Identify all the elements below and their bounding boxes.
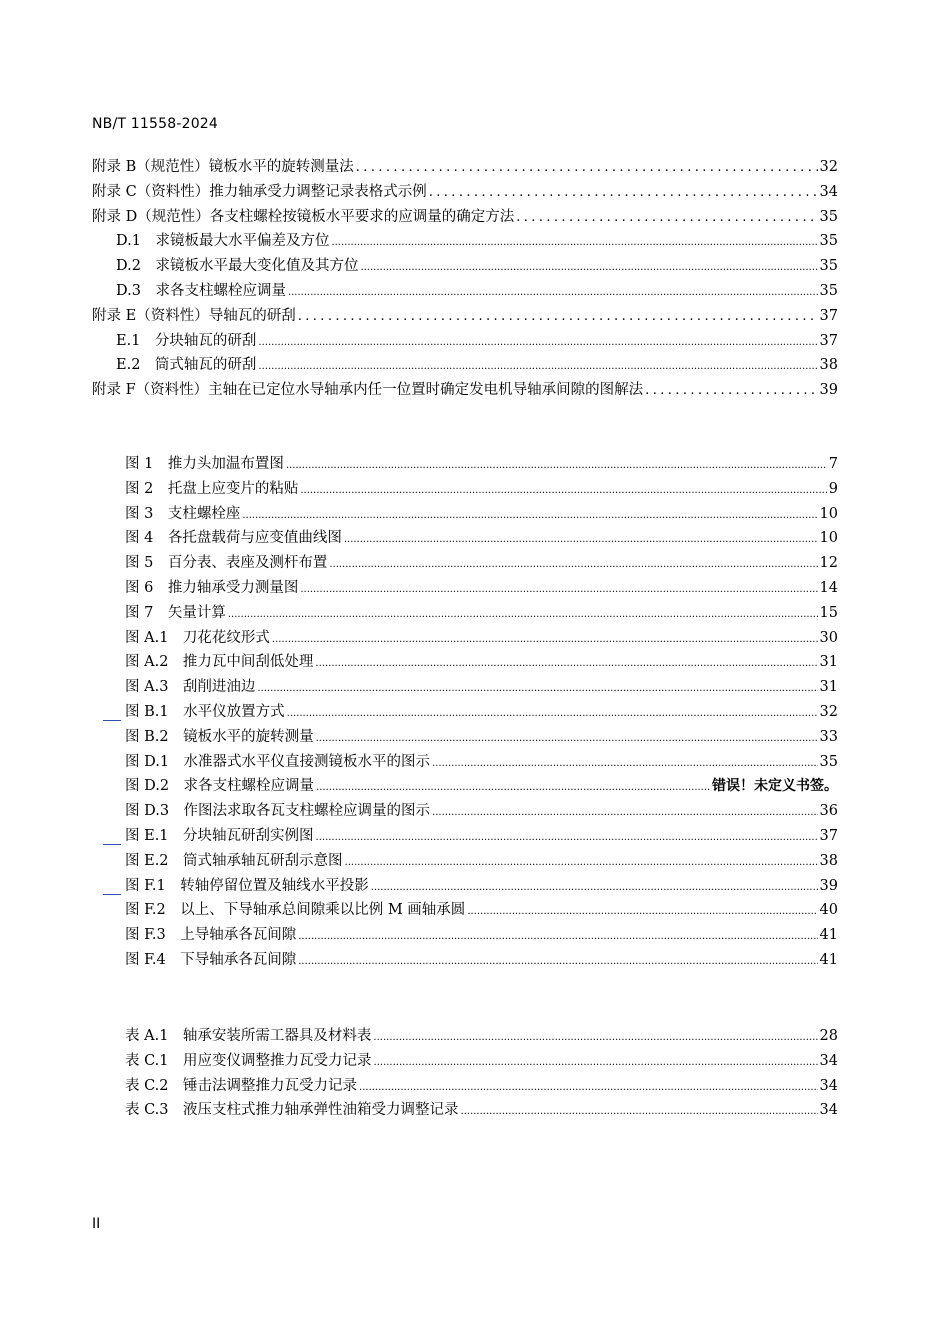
dot-leader bbox=[344, 530, 818, 546]
table-entry[interactable] bbox=[125, 1049, 838, 1074]
table-entry-page: 34 bbox=[819, 1052, 838, 1069]
figure-entry[interactable] bbox=[125, 477, 838, 502]
figure-entry-page: 14 bbox=[819, 580, 838, 596]
figure-entry-label: 图 B.2 镜板水平的旋转测量 bbox=[125, 728, 314, 745]
figure-entry-label: 图 2 托盘上应变片的粘贴 bbox=[125, 480, 299, 497]
figure-entry[interactable] bbox=[125, 750, 838, 775]
figure-entry-page: 15 bbox=[819, 604, 838, 621]
figure-entry-label: 图 F.3 上导轴承各瓦间隙 bbox=[125, 927, 297, 944]
dot-leader bbox=[288, 283, 818, 299]
figure-entry-page: 9 bbox=[828, 480, 838, 497]
figure-entry[interactable] bbox=[125, 675, 838, 700]
figure-entry-page: 31 bbox=[819, 654, 838, 671]
figure-entry-label: 图 A.1 刀花花纹形式 bbox=[125, 629, 270, 646]
appendix-entry[interactable] bbox=[92, 180, 838, 205]
dot-leader bbox=[359, 1078, 818, 1094]
appendix-entry-label: 附录 B（规范性）镜板水平的旋转测量法 bbox=[92, 159, 354, 175]
appendix-entry[interactable] bbox=[92, 155, 838, 180]
edit-mark bbox=[103, 844, 121, 845]
appendix-entry-page: 38 bbox=[819, 357, 838, 374]
figure-entry[interactable] bbox=[125, 898, 838, 923]
figure-entry[interactable] bbox=[125, 874, 838, 899]
appendix-entry[interactable] bbox=[92, 304, 838, 329]
dot-leader bbox=[461, 1102, 818, 1118]
dot-leader bbox=[516, 209, 817, 225]
table-entry-label: 表 C.1 用应变仪调整推力瓦受力记录 bbox=[125, 1052, 372, 1069]
figure-entry-page: 30 bbox=[819, 629, 838, 646]
figure-entry-label: 图 5 百分表、表座及测杆布置 bbox=[125, 555, 328, 572]
dot-leader bbox=[329, 555, 817, 571]
figure-entry-page: 39 bbox=[819, 877, 838, 894]
table-entry[interactable] bbox=[125, 1098, 838, 1123]
figure-entry-page: 37 bbox=[819, 828, 838, 844]
appendix-entry-page: 35 bbox=[819, 283, 838, 299]
table-entry-page: 34 bbox=[819, 1102, 838, 1119]
figure-entry-label: 图 A.3 刮削进油边 bbox=[125, 679, 256, 696]
appendix-entry-page: 34 bbox=[819, 183, 838, 200]
figure-entry-label: 图 1 推力头加温布置图 bbox=[125, 456, 284, 472]
figure-entry-label: 图 A.2 推力瓦中间刮低处理 bbox=[125, 654, 314, 671]
figure-entry[interactable] bbox=[125, 551, 838, 576]
appendix-entry[interactable] bbox=[92, 378, 838, 403]
dot-leader bbox=[429, 184, 818, 200]
appendix-entry-label: D.3 求各支柱螺栓应调量 bbox=[116, 283, 286, 299]
figure-entry-label: 图 F.1 转轴停留位置及轴线水平投影 bbox=[125, 877, 369, 894]
figure-entry-label: 图 4 各托盘载荷与应变值曲线图 bbox=[125, 530, 342, 547]
figure-entry-page: 7 bbox=[828, 456, 838, 472]
figure-entry[interactable] bbox=[125, 626, 838, 651]
dot-leader bbox=[272, 630, 818, 646]
page-number: II bbox=[92, 1216, 101, 1232]
figure-entry-label: 图 D.1 水准器式水平仪直接测镜板水平的图示 bbox=[125, 753, 431, 770]
dot-leader bbox=[258, 357, 817, 373]
figure-entry[interactable] bbox=[125, 526, 838, 551]
dot-leader bbox=[374, 1053, 818, 1069]
doc-code-header: NB/T 11558-2024 bbox=[92, 116, 219, 132]
figure-entry-page: 40 bbox=[819, 902, 838, 919]
appendix-entry-label: 附录 E（资料性）导轴瓦的研刮 bbox=[92, 307, 296, 324]
dot-leader bbox=[432, 803, 817, 819]
table-entry-label: 表 A.1 轴承安装所需工器具及材料表 bbox=[125, 1028, 372, 1044]
figure-entry-page: 36 bbox=[819, 803, 838, 820]
dot-leader bbox=[316, 778, 710, 794]
dot-leader bbox=[645, 382, 817, 398]
table-entry[interactable] bbox=[125, 1024, 838, 1049]
appendix-entry-label: E.1 分块轴瓦的研刮 bbox=[116, 332, 257, 349]
table-entry-label: 表 C.2 锤击法调整推力瓦受力记录 bbox=[125, 1077, 358, 1094]
figure-entry-label: 图 E.2 筒式轴承轴瓦研刮示意图 bbox=[125, 852, 343, 869]
figure-entry[interactable] bbox=[125, 799, 838, 824]
figure-entry-label: 图 D.3 作图法求取各瓦支柱螺栓应调量的图示 bbox=[125, 803, 431, 820]
appendix-entry[interactable] bbox=[116, 353, 838, 378]
figure-entry-page: 41 bbox=[819, 927, 838, 944]
appendix-entry-page: 35 bbox=[819, 258, 838, 275]
figure-entry-label: 图 7 矢量计算 bbox=[125, 604, 226, 621]
dot-leader bbox=[257, 679, 817, 695]
dot-leader bbox=[331, 233, 817, 249]
dot-leader bbox=[298, 308, 818, 324]
dot-leader bbox=[287, 704, 818, 720]
figure-entry-page: 32 bbox=[819, 704, 838, 720]
figure-entry-page: 10 bbox=[819, 505, 838, 522]
table-entry-page: 28 bbox=[819, 1028, 838, 1044]
figure-entry[interactable] bbox=[125, 725, 838, 750]
appendix-entry-label: 附录 D（规范性）各支柱螺栓按镜板水平要求的应调量的确定方法 bbox=[92, 208, 515, 225]
dot-leader bbox=[242, 506, 817, 522]
figure-entry-label: 图 F.2 以上、下导轴承总间隙乘以比例 M 画轴承圆 bbox=[125, 902, 466, 919]
table-entry[interactable] bbox=[125, 1074, 838, 1099]
figure-entry-page: 38 bbox=[819, 852, 838, 869]
figure-entry-page: 33 bbox=[819, 728, 838, 745]
dot-leader bbox=[360, 258, 817, 274]
figure-entry-label: 图 B.1 水平仪放置方式 bbox=[125, 704, 285, 720]
table-entry-label: 表 C.3 液压支柱式推力轴承弹性油箱受力调整记录 bbox=[125, 1102, 459, 1119]
figure-entry[interactable] bbox=[125, 923, 838, 948]
appendix-entry-label: E.2 筒式轴瓦的研刮 bbox=[116, 357, 257, 374]
appendix-entry-label: 附录 C（资料性）推力轴承受力调整记录表格式示例 bbox=[92, 183, 427, 200]
appendix-entry-label: D.1 求镜板最大水平偏差及方位 bbox=[116, 233, 330, 250]
edit-mark bbox=[103, 894, 121, 895]
dot-leader bbox=[356, 159, 818, 175]
figure-entry[interactable] bbox=[125, 849, 838, 874]
dot-leader bbox=[298, 927, 817, 943]
figure-entry[interactable] bbox=[125, 452, 838, 477]
edit-mark bbox=[103, 720, 121, 721]
appendix-entry-label: D.2 求镜板水平最大变化值及其方位 bbox=[116, 258, 359, 275]
dot-leader bbox=[298, 952, 817, 968]
figure-entry-page: 10 bbox=[819, 530, 838, 547]
figure-entry[interactable] bbox=[125, 700, 838, 725]
table-entry-page: 34 bbox=[819, 1077, 838, 1094]
appendix-entry[interactable] bbox=[92, 205, 838, 230]
appendix-entry-label: 附录 F（资料性）主轴在已定位水导轴承内任一位置时确定发电机导轴承间隙的图解法 bbox=[92, 382, 644, 399]
figure-entry-page: 31 bbox=[819, 679, 838, 696]
figure-entry-label: 图 3 支柱螺栓座 bbox=[125, 505, 241, 522]
dot-leader bbox=[371, 878, 818, 894]
figure-entry-page: 35 bbox=[819, 753, 838, 770]
figure-entry-label: 图 6 推力轴承受力测量图 bbox=[125, 580, 299, 596]
figure-entry-page: 41 bbox=[819, 952, 838, 968]
appendix-entry[interactable] bbox=[116, 229, 838, 254]
dot-leader bbox=[258, 333, 817, 349]
figure-entry[interactable] bbox=[125, 601, 838, 626]
appendix-entry-page: 35 bbox=[819, 208, 838, 225]
appendix-entry[interactable] bbox=[116, 279, 838, 304]
figure-entry-label: 图 F.4 下导轴承各瓦间隙 bbox=[125, 952, 297, 968]
dot-leader bbox=[300, 481, 826, 497]
appendix-entry-page: 39 bbox=[819, 382, 838, 399]
dot-leader bbox=[228, 605, 818, 621]
appendix-entry[interactable] bbox=[116, 329, 838, 354]
dot-leader bbox=[286, 456, 827, 472]
dot-leader bbox=[432, 754, 817, 770]
dot-leader bbox=[300, 580, 817, 596]
figure-entry[interactable] bbox=[125, 576, 838, 601]
dot-leader bbox=[345, 853, 818, 869]
bookmark-error-text: 错误！未定义书签。 bbox=[712, 778, 838, 795]
figure-entry[interactable] bbox=[125, 824, 838, 849]
figure-entry-page: 12 bbox=[819, 555, 838, 572]
figure-entry-label: 图 D.2 求各支柱螺栓应调量 bbox=[125, 778, 315, 795]
dot-leader bbox=[315, 654, 817, 670]
appendix-entry-page: 32 bbox=[819, 159, 838, 175]
dot-leader bbox=[316, 729, 818, 745]
appendix-entry[interactable] bbox=[116, 254, 838, 279]
dot-leader bbox=[316, 828, 818, 844]
appendix-entry-page: 37 bbox=[819, 332, 838, 349]
figure-entry-label: 图 E.1 分块轴瓦研刮实例图 bbox=[125, 828, 314, 844]
figure-entry[interactable] bbox=[125, 948, 838, 973]
appendix-entry-page: 35 bbox=[819, 233, 838, 250]
dot-leader bbox=[373, 1028, 817, 1044]
appendix-entry-page: 37 bbox=[819, 307, 838, 324]
dot-leader bbox=[467, 902, 817, 918]
figure-entry[interactable] bbox=[125, 650, 838, 675]
figure-entry[interactable] bbox=[125, 774, 838, 799]
figure-entry[interactable] bbox=[125, 502, 838, 527]
